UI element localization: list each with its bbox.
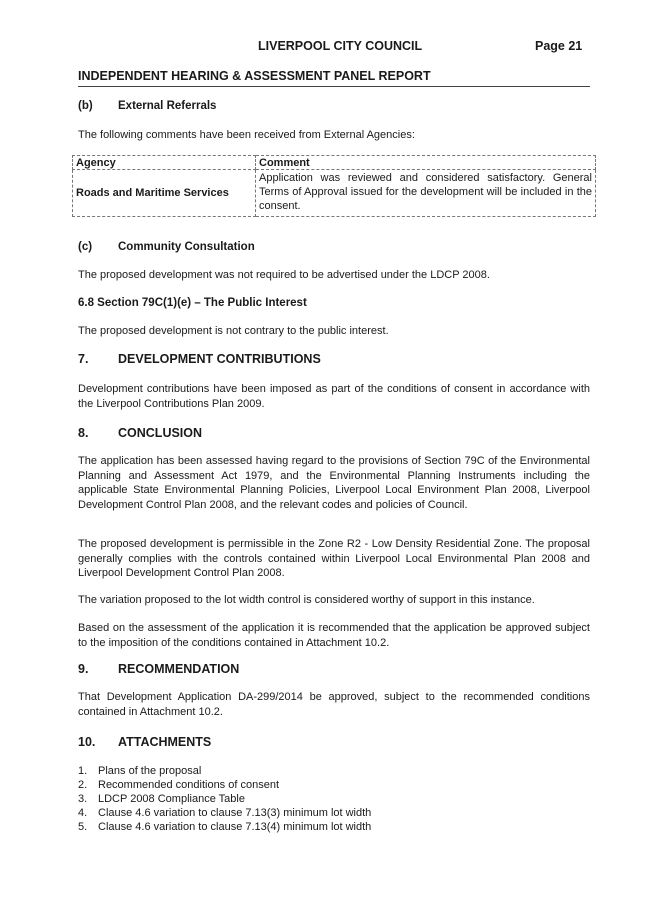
list-item: 4. Clause 4.6 variation to clause 7.13(3) minimum lot width [78,807,372,819]
header-rule [78,86,590,87]
contributions-text: Development contributions have been imposed as part of the conditions of consent in accordance with the Liverpool Contributions Plan 2009. [78,383,590,410]
agency-cell: Roads and Maritime Services [73,170,256,217]
section-c-number: (c) [78,241,93,253]
recommendation-text: That Development Application DA-299/2014 be approved, subject to the recommended conditions contained in Attachment 10.2. [78,691,590,718]
section-9-title: RECOMMENDATION [118,662,240,676]
page-number: Page 21 [535,39,583,53]
community-text: The proposed development was not required to be advertised under the LDCP 2008. [78,269,490,281]
table-row [73,170,596,217]
council-name: LIVERPOOL CITY COUNCIL [258,39,423,53]
report-title: INDEPENDENT HEARING & ASSESSMENT PANEL REPORT [78,69,431,83]
conclusion-paragraph-2: The proposed development is permissible in the Zone R2 - Low Density Residential Zone. The proposal generally complies with the controls contained within Liverpool Local Environmental Plan 2008 and Liverpool Development Control Plan 2008. [78,538,590,579]
col-comment-header: Comment [256,156,596,170]
conclusion-paragraph-3: The variation proposed to the lot width control is considered worthy of support in this instance. [78,594,535,606]
conclusion-paragraph-4: Based on the assessment of the application it is recommended that the application be approved subject to the imposition of the conditions contained in Attachment 10.2. [78,622,590,649]
public-interest-text: The proposed development is not contrary to the public interest. [78,325,389,337]
public-interest-title: 6.8 Section 79C(1)(e) – The Public Interest [78,297,307,309]
list-item: 2. Recommended conditions of consent [78,779,279,791]
list-item: 5. Clause 4.6 variation to clause 7.13(4) minimum lot width [78,821,372,833]
section-b-number: (b) [78,100,93,112]
section-8-number: 8. [78,426,89,440]
list-item: 1. Plans of the proposal [78,765,202,777]
attachments-list [78,764,590,834]
section-7-title: DEVELOPMENT CONTRIBUTIONS [118,352,321,366]
section-c-title: Community Consultation [118,241,255,253]
list-item: 3. LDCP 2008 Compliance Table [78,793,245,805]
section-8-title: CONCLUSION [118,426,203,440]
section-b-title: External Referrals [118,100,217,112]
section-10-title: ATTACHMENTS [118,735,212,749]
conclusion-paragraph-1: The application has been assessed having regard to the provisions of Section 79C of the Environmental Planning and Assessment Act 1979, and the Environmental Planning Instruments including the applicable State Environmental Planning Policies, Liverpool Local Environment Plan 2008, Liverpool Development Control Plan 2008, and the relevant codes and policies of Council. [78,455,590,511]
referrals-table [72,155,596,217]
section-7-number: 7. [78,352,89,366]
external-intro: The following comments have been received from External Agencies: [78,129,415,141]
col-agency-header: Agency [73,156,256,170]
table-header-row [73,156,596,170]
comment-cell: Application was reviewed and considered satisfactory. General Terms of Approval issued for the development will be included in the consent. [256,170,596,217]
section-10-number: 10. [78,735,96,749]
section-9-number: 9. [78,662,89,676]
